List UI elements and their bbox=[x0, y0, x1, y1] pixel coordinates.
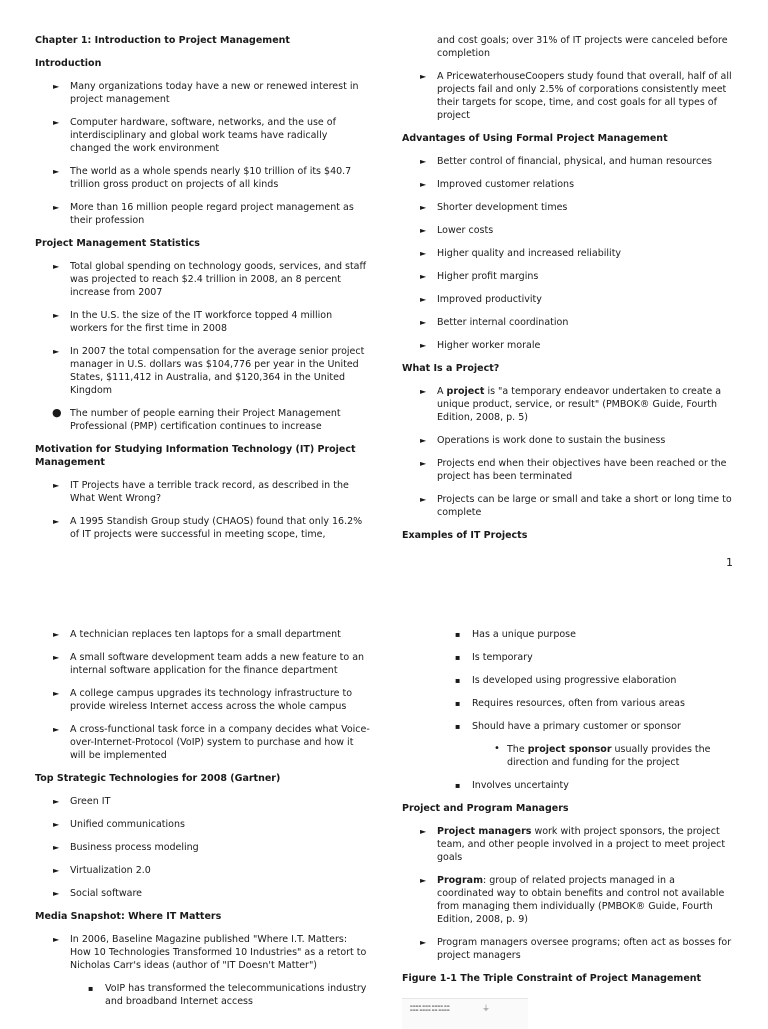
list-item bbox=[35, 479, 370, 505]
list-item bbox=[402, 178, 732, 191]
section-heading: Top Strategic Technologies for 2008 (Gartner) bbox=[35, 773, 281, 784]
bullet-list bbox=[35, 80, 370, 227]
list-item bbox=[35, 165, 370, 191]
item-text: Improved customer relations bbox=[437, 179, 575, 190]
list-item bbox=[35, 651, 370, 677]
sub-list-item bbox=[402, 720, 732, 733]
item-text: Projects end when their objectives have been reached or the project has been terminated bbox=[437, 458, 727, 482]
item-text: Many organizations today have a new or renewed interest in project management bbox=[70, 81, 359, 105]
sub-list-item bbox=[402, 743, 732, 769]
list-item bbox=[402, 316, 732, 329]
arrow-bullet-icon: ► bbox=[420, 341, 427, 350]
triple-constraint-figure-thumbnail bbox=[402, 998, 528, 1029]
dot-bullet-icon: • bbox=[494, 743, 500, 754]
bullet-list bbox=[35, 795, 370, 900]
square-bullet-icon: ▪ bbox=[88, 984, 94, 993]
arrow-bullet-icon: ► bbox=[420, 272, 427, 281]
list-item bbox=[402, 224, 732, 237]
sub-list-item bbox=[402, 628, 732, 641]
list-item bbox=[35, 309, 370, 335]
arrow-bullet-icon: ► bbox=[420, 938, 427, 947]
document-page-2 bbox=[0, 615, 768, 1024]
arrow-bullet-icon: ► bbox=[53, 843, 60, 852]
list-item bbox=[402, 339, 732, 352]
item-text: A cross-functional task force in a company decides what Voice-over-Internet-Protocol (VoIP) system to purchase and how it will be implemented bbox=[70, 724, 370, 761]
item-text: Shorter development times bbox=[437, 202, 568, 213]
arrow-bullet-icon: ► bbox=[420, 157, 427, 166]
sub-list-item bbox=[402, 674, 732, 687]
list-item bbox=[35, 687, 370, 713]
sub-list-item bbox=[402, 651, 732, 664]
item-text: usually provides the direction and funding for the project bbox=[507, 744, 711, 768]
arrow-bullet-icon: ► bbox=[420, 495, 427, 504]
list-item bbox=[35, 345, 370, 397]
list-item bbox=[402, 247, 732, 260]
list-item bbox=[35, 723, 370, 762]
arrow-bullet-icon: ► bbox=[53, 889, 60, 898]
arrow-bullet-icon: ► bbox=[420, 436, 427, 445]
bullet-list bbox=[402, 385, 732, 519]
arrow-bullet-icon: ► bbox=[53, 820, 60, 829]
arrow-bullet-icon: ► bbox=[53, 347, 60, 356]
item-text: A PricewaterhouseCoopers study found that overall, half of all projects fail and only 2.5% of corporations consistently meet their targets for scope, time, and cost goals for all types of project bbox=[437, 71, 732, 121]
arrow-bullet-icon: ► bbox=[53, 118, 60, 127]
item-text: Higher profit margins bbox=[437, 271, 539, 282]
list-item bbox=[402, 201, 732, 214]
arrow-bullet-icon: ► bbox=[420, 180, 427, 189]
list-item bbox=[402, 825, 732, 864]
item-text: A small software development team adds a new feature to an internal software application for the finance department bbox=[70, 652, 365, 676]
arrow-bullet-icon: ► bbox=[53, 262, 60, 271]
list-item bbox=[402, 457, 732, 483]
item-text: Operations is work done to sustain the business bbox=[437, 435, 666, 446]
item-text: Higher worker morale bbox=[437, 340, 541, 351]
item-text: Involves uncertainty bbox=[472, 780, 569, 791]
arrow-bullet-icon: ► bbox=[53, 689, 60, 698]
list-item bbox=[35, 933, 370, 972]
item-text: Lower costs bbox=[437, 225, 494, 236]
item-text: Green IT bbox=[70, 796, 111, 807]
arrow-bullet-icon: ► bbox=[53, 630, 60, 639]
section-heading: Introduction bbox=[35, 58, 102, 69]
list-item bbox=[402, 434, 732, 447]
list-item bbox=[35, 887, 370, 900]
arrow-bullet-icon: ► bbox=[53, 481, 60, 490]
item-text: Virtualization 2.0 bbox=[70, 865, 151, 876]
list-item bbox=[402, 874, 732, 926]
list-item bbox=[402, 70, 732, 122]
bullet-list bbox=[402, 34, 732, 122]
item-text: A technician replaces ten laptops for a small department bbox=[70, 629, 341, 640]
item-text: and cost goals; over 31% of IT projects were canceled before completion bbox=[437, 35, 728, 59]
item-text: Projects can be large or small and take a short or long time to complete bbox=[437, 494, 732, 518]
item-text: work with project sponsors, the project team, and other people involved in a project to meet project goals bbox=[437, 826, 726, 863]
page-number: 1 bbox=[726, 556, 733, 569]
arrow-bullet-icon: ► bbox=[53, 866, 60, 875]
item-text: A college campus upgrades its technology infrastructure to provide wireless Internet access across the whole campus bbox=[70, 688, 353, 712]
list-item bbox=[35, 201, 370, 227]
section-heading: Advantages of Using Formal Project Management bbox=[402, 133, 668, 144]
section-heading: Figure 1-1 The Triple Constraint of Project Management bbox=[402, 973, 702, 984]
list-item bbox=[35, 515, 370, 541]
arrow-bullet-icon: ► bbox=[420, 318, 427, 327]
arrow-bullet-icon: ► bbox=[420, 249, 427, 258]
item-text: A bbox=[437, 386, 447, 397]
list-item bbox=[402, 936, 732, 962]
item-text: A 1995 Standish Group study (CHAOS) found that only 16.2% of IT projects were successful in meeting scope, time, bbox=[70, 516, 363, 540]
bullet-list bbox=[402, 628, 732, 792]
list-item bbox=[35, 116, 370, 155]
square-bullet-icon: ▪ bbox=[455, 781, 461, 790]
list-item bbox=[402, 155, 732, 168]
sub-list-item bbox=[402, 779, 732, 792]
item-text: In the U.S. the size of the IT workforce topped 4 million workers for the first time in 2008 bbox=[70, 310, 333, 334]
square-bullet-icon: ▪ bbox=[455, 699, 461, 708]
bullet-list bbox=[402, 825, 732, 962]
item-text: Better internal coordination bbox=[437, 317, 569, 328]
section-heading: Examples of IT Projects bbox=[402, 530, 528, 541]
square-bullet-icon: ▪ bbox=[455, 722, 461, 731]
arrow-bullet-icon: ► bbox=[420, 72, 427, 81]
item-text: Program managers oversee programs; often act as bosses for project managers bbox=[437, 937, 732, 961]
item-bold-term: Program bbox=[437, 875, 483, 886]
sub-list-item bbox=[402, 697, 732, 710]
dot-bullet-icon: ● bbox=[52, 406, 62, 419]
arrow-bullet-icon: ► bbox=[53, 797, 60, 806]
item-text: In 2007 the total compensation for the average senior project manager in U.S. dollars was $104,776 per year in the United States, $111,412 in Australia, and $120,364 in the United Kingdom bbox=[70, 346, 365, 396]
item-bold-term: project bbox=[446, 386, 485, 397]
bullet-list bbox=[402, 155, 732, 352]
list-item bbox=[402, 270, 732, 283]
arrow-bullet-icon: ► bbox=[420, 387, 427, 396]
list-item bbox=[35, 80, 370, 106]
section-heading: Project and Program Managers bbox=[402, 803, 569, 814]
page1-left-column bbox=[35, 34, 370, 551]
arrow-bullet-icon: ► bbox=[53, 653, 60, 662]
arrow-bullet-icon: ► bbox=[420, 876, 427, 885]
item-text: The world as a whole spends nearly $10 trillion of its $40.7 trillion gross product on projects of all kinds bbox=[70, 166, 352, 190]
section-heading: What Is a Project? bbox=[402, 363, 500, 374]
item-text: Unified communications bbox=[70, 819, 185, 830]
section-heading: Project Management Statistics bbox=[35, 238, 200, 249]
page2-left-column bbox=[35, 628, 370, 1018]
list-item bbox=[402, 385, 732, 424]
bullet-list bbox=[35, 933, 370, 1008]
arrow-bullet-icon: ► bbox=[420, 459, 427, 468]
list-item bbox=[402, 493, 732, 519]
list-item bbox=[35, 260, 370, 299]
item-text: VoIP has transformed the telecommunications industry and broadband Internet access bbox=[105, 983, 367, 1007]
arrow-bullet-icon: ► bbox=[420, 827, 427, 836]
arrow-bullet-icon: ► bbox=[53, 311, 60, 320]
item-text: IT Projects have a terrible track record, as described in the What Went Wrong? bbox=[70, 480, 349, 504]
item-text: Better control of financial, physical, and human resources bbox=[437, 156, 712, 167]
section-heading: Chapter 1: Introduction to Project Management bbox=[35, 35, 290, 46]
item-text: Social software bbox=[70, 888, 142, 899]
bullet-list bbox=[35, 479, 370, 541]
arrow-bullet-icon: ► bbox=[53, 82, 60, 91]
list-item bbox=[35, 795, 370, 808]
item-text: The number of people earning their Project Management Professional (PMP) certification continues to increase bbox=[70, 408, 341, 432]
arrow-bullet-icon: ► bbox=[53, 725, 60, 734]
section-heading: Media Snapshot: Where IT Matters bbox=[35, 911, 222, 922]
square-bullet-icon: ▪ bbox=[455, 676, 461, 685]
item-text: Business process modeling bbox=[70, 842, 199, 853]
item-text: The bbox=[507, 744, 528, 755]
bullet-list bbox=[35, 260, 370, 433]
square-bullet-icon: ▪ bbox=[455, 653, 461, 662]
item-text: : group of related projects managed in a coordinated way to obtain benefits and control not available from managing them individually (PMBOK® Guide, Fourth Edition, 2008, p. 9) bbox=[437, 875, 725, 925]
item-text: In 2006, Baseline Magazine published "Where I.T. Matters: How 10 Technologies Transformed 10 Industries" as a retort to Nicholas Carr's ideas (author of "IT Doesn't Matter") bbox=[70, 934, 367, 971]
page2-right-column bbox=[402, 628, 732, 995]
arrow-bullet-icon: ► bbox=[53, 517, 60, 526]
list-item bbox=[35, 841, 370, 854]
item-text: Improved productivity bbox=[437, 294, 542, 305]
arrow-bullet-icon: ► bbox=[53, 935, 60, 944]
item-text: More than 16 million people regard project management as their profession bbox=[70, 202, 354, 226]
item-text: Requires resources, often from various areas bbox=[472, 698, 685, 709]
section-heading: Motivation for Studying Information Technology (IT) Project Management bbox=[35, 444, 356, 468]
page1-right-column bbox=[402, 34, 732, 552]
item-text: Higher quality and increased reliability bbox=[437, 248, 622, 259]
sub-list-item bbox=[35, 982, 370, 1008]
item-text: Is developed using progressive elaboration bbox=[472, 675, 677, 686]
arrow-bullet-icon: ► bbox=[420, 226, 427, 235]
item-bold-term: Project managers bbox=[437, 826, 532, 837]
item-text: Computer hardware, software, networks, and the use of interdisciplinary and global work teams have radically changed the work environment bbox=[70, 117, 336, 154]
square-bullet-icon: ▪ bbox=[455, 630, 461, 639]
item-text: is "a temporary endeavor undertaken to create a unique product, service, or result" (PMBOK® Guide, Fourth Edition, 2008, p. 5) bbox=[437, 386, 722, 423]
list-item bbox=[35, 628, 370, 641]
list-item bbox=[35, 818, 370, 831]
list-item bbox=[35, 407, 370, 433]
list-item bbox=[402, 293, 732, 306]
bullet-list bbox=[35, 628, 370, 762]
arrow-bullet-icon: ► bbox=[53, 203, 60, 212]
figure-placeholder-lines: ▬▬▬▬ ▬▬▬ ▬▬▬▬ ▬▬ ▬▬▬ ▬▬▬▬ ▬▬ ▬▬▬▬ bbox=[410, 1004, 450, 1012]
item-text: Is temporary bbox=[472, 652, 533, 663]
page-gap bbox=[0, 570, 768, 615]
arrow-bullet-icon: ► bbox=[420, 295, 427, 304]
item-bold-term: project sponsor bbox=[527, 744, 612, 755]
item-text: Has a unique purpose bbox=[472, 629, 576, 640]
item-text: Total global spending on technology goods, services, and staff was projected to reach $2.4 trillion in 2008, an 8 percent increase from 2007 bbox=[70, 261, 367, 298]
list-item bbox=[35, 864, 370, 877]
arrow-bullet-icon: ► bbox=[420, 203, 427, 212]
item-text: Should have a primary customer or sponsor bbox=[472, 721, 681, 732]
arrow-bullet-icon: ► bbox=[53, 167, 60, 176]
list-item-continuation bbox=[402, 34, 732, 60]
figure-triangle-icon: ⏚ bbox=[482, 1004, 490, 1013]
